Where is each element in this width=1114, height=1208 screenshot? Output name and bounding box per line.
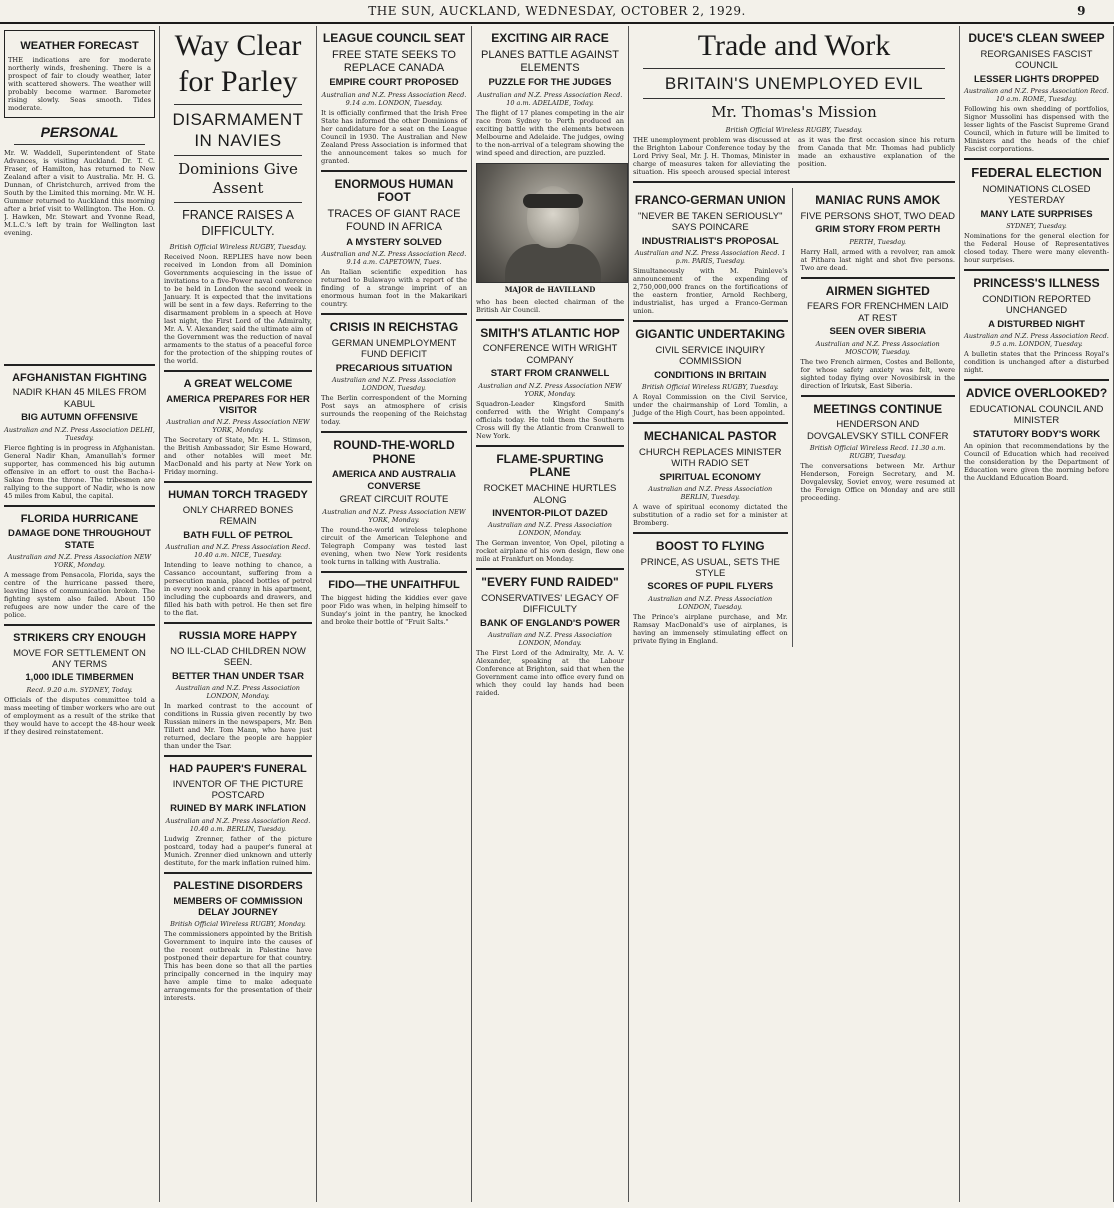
column-3	[317, 26, 472, 1202]
foot-heading: ENORMOUS HUMAN FOOT	[334, 176, 454, 205]
welcome-text: The Secretary of State, Mr. H. L. Stimson, the British Ambassador, Sir Esme Howard, and other notables will meet Mr. MacDonald and his party at New York on Friday morning.	[164, 436, 312, 477]
trade-banner: BRITAIN'S UNEMPLOYED EVIL	[664, 74, 924, 93]
divider	[164, 872, 312, 874]
reichstag-dateline: Australian and N.Z. Press Association LONDON, Tuesday.	[332, 375, 456, 392]
race-dateline: Australian and N.Z. Press Association Recd. 10 a.m. ADELAIDE, Today.	[477, 90, 623, 107]
duce-heading: DUCE'S CLEAN SWEEP	[968, 31, 1105, 45]
strikers-heading: STRIKERS CRY ENOUGH	[13, 631, 146, 644]
fund-heading: "EVERY FUND RAIDED"	[481, 575, 619, 590]
inquiry-heading: GIGANTIC UNDERTAKING	[635, 326, 786, 341]
column-5-6	[629, 26, 959, 1202]
rocket-subheading-2: INVENTOR-PILOT DAZED	[492, 507, 608, 519]
russia-subheading: NO ILL-CLAD CHILDREN NOW SEEN.	[170, 645, 306, 669]
princess-heading: PRINCESS'S ILLNESS	[973, 276, 1100, 291]
rocket-dateline: Australian and N.Z. Press Association LONDON, Monday.	[488, 521, 612, 538]
advice-text: An opinion that recommendations by the Council of Education which had received the consideration by the Department of Education were given the morning before the Auckland Education Board.	[964, 442, 1109, 483]
trade-text: THE unemployment problem was discussed at the Brighton Labour Conference today by the Lord Privy Seal, Mr. J. H. Thomas, Minister in charge of measures taken for alleviating the situation. His speech aroused special interest as it was the first occasion since his return from Canada that Mr. Thomas had publicly made an exhaustive explanation of the position.	[633, 136, 955, 176]
league-dateline: Australian and N.Z. Press Association Recd. 9.14 a.m. LONDON, Tuesday.	[321, 90, 467, 107]
fund-subheading: CONSERVATIVES' LEGACY OF DIFFICULTY	[481, 593, 619, 616]
strikers-text: Officials of the disputes committee told a mass meeting of timber workers who are out of employment as a result of the strike that they would have to accept the 48-hour week if they desired reinstatement.	[4, 695, 155, 736]
atlantic-subheading: CONFERENCE WITH WRIGHT COMPANY	[482, 343, 618, 366]
personal-heading: PERSONAL	[40, 123, 119, 140]
divider	[4, 505, 155, 507]
afghan-subheading: NADIR KHAN 45 MILES FROM KABUL	[12, 387, 147, 410]
column-7	[959, 26, 1114, 1202]
welcome-dateline: Australian and N.Z. Press Association NEW YORK, Monday.	[166, 418, 310, 435]
divider	[174, 202, 302, 203]
de-havilland-photo	[476, 163, 628, 283]
race-subheading: PLANES BATTLE AGAINST ELEMENTS	[481, 48, 619, 74]
foot-text: An Italian scientific expedition has returned to Bulawayo with a report of the finding of a strange imprint of an enormous human foot in the Makarikari country.	[321, 267, 467, 308]
reichstag-subheading-2: PRECARIOUS SITUATION	[335, 362, 453, 374]
disarmament-dateline: British Official Wireless RUGBY, Tuesday.	[169, 243, 307, 251]
maniac-subheading-2: GRIM STORY FROM PERTH	[815, 224, 941, 236]
divider	[174, 155, 302, 156]
afghan-text: Fierce fighting is in progress in Afghanistan. General Nadir Khan, Amanullah's former supporter, has commenced his big autumn offensive in an effort to oust the Bacha-i-Sakao from the throne. The tribesmen are rallying to the support of Nadir, who is now 45 miles from Kabul, the capital.	[4, 443, 155, 500]
column-6-lower	[801, 188, 956, 647]
maniac-heading: MANIAC RUNS AMOK	[815, 193, 941, 207]
meetings-dateline: British Official Wireless Recd. 11.30 a.m. RUGBY, Tuesday.	[809, 444, 946, 461]
divider	[964, 158, 1109, 160]
pauper-subheading: INVENTOR OF THE PICTURE POSTCARD	[172, 778, 304, 802]
divider	[643, 68, 945, 69]
pastor-subheading: CHURCH REPLACES MINISTER WITH RADIO SET	[638, 446, 782, 470]
divider	[4, 364, 155, 366]
torch-subheading-2: BATH FULL OF PETROL	[183, 529, 293, 541]
phone-heading: ROUND-THE-WORLD PHONE	[333, 437, 455, 466]
franco-heading: FRANCO-GERMAN UNION	[634, 193, 786, 207]
duce-text: Following his own shedding of portfolios, Signor Mussolini has dispensed with the lesser lights of the Fascist Supreme Grand Council, which in future will be limited to Ministers and the heads of the chief Fascist corporations.	[964, 104, 1109, 153]
meetings-subheading: HENDERSON AND DOVGALEVSKY STILL CONFER	[807, 419, 949, 442]
maniac-subheading: FIVE PERSONS SHOT, TWO DEAD	[800, 210, 955, 222]
election-dateline: SYDNEY, Tuesday.	[1006, 222, 1067, 231]
trade-subheading: Mr. Thomas's Mission	[711, 103, 877, 121]
divider	[964, 379, 1109, 381]
pauper-subheading-2: RUINED BY MARK INFLATION	[170, 803, 306, 815]
airmen-dateline: Australian and N.Z. Press Association MOSCOW, Tuesday.	[815, 339, 940, 356]
trade-headline: Trade and Work	[697, 29, 891, 62]
race-text: The flight of 17 planes competing in the air race from Sydney to Perth produced an exciting battle with the elements between Melbourne and Adelaide. The judges, owing to the non-arrival of a telegram showing the wind speed and direction, are puzzled.	[476, 108, 624, 157]
photo-goggles	[523, 194, 583, 208]
advice-subheading-2: STATUTORY BODY'S WORK	[972, 428, 1101, 440]
phone-text: The round-the-world wireless telephone circuit of the American Telephone and Telegraph Company was tested last evening, when two New York residents took turns in talking with Australia.	[321, 525, 467, 566]
fund-dateline: Australian and N.Z. Press Association LONDON, Monday.	[488, 631, 612, 648]
column-5-lower	[633, 188, 793, 647]
phone-subheading-2: GREAT CIRCUIT ROUTE	[339, 494, 449, 506]
reichstag-text: The Berlin correspondent of the Morning Post says an atmosphere of crisis surrounds the reopening of the Reichstag today.	[321, 393, 467, 426]
florida-subheading: DAMAGE DONE THROUGHOUT STATE	[7, 528, 152, 551]
divider	[321, 571, 467, 573]
inquiry-subheading-2: CONDITIONS IN BRITAIN	[654, 369, 767, 381]
torch-text: Intending to leave nothing to chance, a Cassanco accountant, suffering from a persecution mania, placed bottles of petrol in every nook and cranny in his apartment, including the cupboards and drawers, and filled his bath with petrol. He then set fire to the flat.	[164, 561, 312, 618]
advice-subheading: EDUCATIONAL COUNCIL AND MINISTER	[969, 403, 1104, 427]
page-number: 9	[1077, 4, 1086, 18]
advice-heading: ADVICE OVERLOOKED?	[965, 386, 1108, 401]
lower-columns	[633, 188, 955, 647]
column-4	[472, 26, 629, 1202]
flying-dateline: Australian and N.Z. Press Association LONDON, Tuesday.	[648, 594, 773, 611]
election-text: Nominations for the general election for the Federal House of Representatives closed today. There were many eleventh-hour surprises.	[964, 232, 1109, 265]
column-2	[160, 26, 317, 1202]
divider	[476, 445, 624, 447]
photo-caption: MAJOR de HAVILLAND	[504, 284, 596, 294]
league-subheading-2: EMPIRE COURT PROPOSED	[329, 77, 459, 89]
foot-dateline: Australian and N.Z. Press Association Recd. 9.14 a.m. CAPETOWN, Tues.	[321, 249, 467, 266]
airmen-text: The two French airmen, Costes and Bellonte, for whose safety anxiety was felt, were sighted today flying over Novosibirsk in the direction of Irkutsk, East Siberia.	[800, 357, 955, 390]
divider	[633, 181, 955, 183]
flying-heading: BOOST TO FLYING	[655, 538, 765, 553]
personal-text: Mr. W. Waddell, Superintendent of State Advances, is visiting Auckland. Dr. T. C. Fraser, of Hamilton, has returned to New Zealand after a visit to Australia. Mr. H. G. Dunnan, of Christchurch, arrived from the South by the Limited this morning. Mr. W. H. Gummer returned to Auckland this morning after a brief visit to Wellington. The Hon. O. J. Hawken, Mr. Stewart and Yvonne Read, M.L.C.'s left by train for Wellington last evening.	[4, 148, 155, 237]
franco-subheading: "NEVER BE TAKEN SERIOUSLY" SAYS POINCARE	[637, 210, 783, 234]
league-heading: LEAGUE COUNCIL SEAT	[322, 31, 466, 45]
masthead	[0, 0, 1114, 24]
election-subheading-2: MANY LATE SURPRISES	[980, 208, 1093, 220]
foot-subheading-2: A MYSTERY SOLVED	[346, 236, 442, 248]
franco-text: Simultaneously with M. Painleve's announcement of the expending of 2,750,000,000 francs on the fortifications of the eastern frontier, Arnold Rechberg, industrialist, has urged a Franco-German union.	[633, 266, 788, 315]
phone-dateline: Australian and N.Z. Press Association NEW YORK, Monday.	[322, 507, 466, 524]
race-heading: EXCITING AIR RACE	[491, 31, 609, 45]
divider	[164, 370, 312, 372]
divider	[801, 395, 956, 397]
maniac-dateline: PERTH, Tuesday.	[849, 237, 907, 246]
photo-coat	[505, 244, 601, 282]
inquiry-dateline: British Official Wireless RUGBY, Tuesday.	[641, 382, 779, 391]
divider	[633, 422, 788, 424]
election-heading: FEDERAL ELECTION	[971, 164, 1102, 180]
princess-dateline: Australian and N.Z. Press Association Recd. 9.5 a.m. LONDON, Tuesday.	[964, 332, 1109, 349]
pauper-dateline: Australian and N.Z. Press Association Recd. 10.40 a.m. BERLIN, Tuesday.	[165, 816, 311, 833]
disarmament-banner: DISARMAMENT IN NAVIES	[172, 110, 304, 150]
torch-dateline: Australian and N.Z. Press Association Recd. 10.40 a.m. NICE, Tuesday.	[165, 543, 311, 560]
atlantic-text: Squadron-Leader Kingsford Smith conferred with the Wright Company's officials today. He told them the Southern Cross will fly the Atlantic from Cranwell to New York.	[476, 399, 624, 440]
divider	[801, 277, 956, 279]
flying-text: The Prince's airplane purchase, and Mr. Ramsay MacDonald's use of airplanes, is having an immensely stimulating effect on private flying in England.	[633, 612, 788, 645]
inquiry-subheading: CIVIL SERVICE INQUIRY COMMISSION	[655, 344, 766, 368]
strikers-subheading: MOVE FOR SETTLEMENT ON ANY TERMS	[13, 647, 146, 670]
princess-subheading: CONDITION REPORTED UNCHANGED	[982, 293, 1091, 317]
afghan-heading: AFGHANISTAN FIGHTING	[12, 371, 147, 384]
weather-box	[4, 30, 155, 118]
atlantic-subheading-2: START FROM CRANWELL	[490, 368, 610, 380]
russia-dateline: Australian and N.Z. Press Association LONDON, Monday.	[176, 684, 300, 701]
franco-subheading-2: INDUSTRIALIST'S PROPOSAL	[641, 235, 779, 247]
pastor-dateline: Australian and N.Z. Press Association BERLIN, Tuesday.	[648, 484, 773, 501]
divider	[174, 104, 302, 105]
florida-heading: FLORIDA HURRICANE	[20, 512, 139, 525]
maniac-text: Harry Hall, armed with a revolver, ran amok at Pithara last night and shot five persons. Two are dead.	[800, 247, 955, 272]
franco-dateline: Australian and N.Z. Press Association Recd. 1 p.m. PARIS, Tuesday.	[634, 248, 786, 265]
rocket-heading: FLAME-SPURTING PLANE	[496, 451, 604, 480]
fido-heading: FIDO—THE UNFAITHFUL	[328, 578, 460, 591]
election-subheading: NOMINATIONS CLOSED YESTERDAY	[982, 183, 1091, 207]
rocket-subheading: ROCKET MACHINE HURTLES ALONG	[483, 483, 617, 506]
divider	[164, 755, 312, 757]
strikers-subheading-2: 1,000 IDLE TIMBERMEN	[25, 672, 134, 684]
divider	[164, 622, 312, 624]
airmen-subheading: FEARS FOR FRENCHMEN LAID AT REST	[807, 301, 949, 324]
pastor-subheading-2: SPIRITUAL ECONOMY	[659, 471, 762, 483]
divider	[476, 319, 624, 321]
divider	[14, 144, 145, 145]
disarmament-subheading: Dominions Give Assent	[178, 160, 298, 197]
disarmament-text: Received Noon. REPLIES have now been received in London from all Dominion Governments acquiescing in the issue of invitations to a five-Power naval conference to be held in London the second week in January. It is expected that the invitations will be sent in a few days. Referring to the disarmament problem in a speech at Hove last night, the First Lord of the Admiralty, Mr. A. V. Alexander, said the ultimate aim of the Government was the reduction of naval armaments to the status of a peaceful force for the protection of the shipping routes of the world.	[164, 253, 312, 365]
russia-subheading-2: BETTER THAN UNDER TSAR	[172, 670, 304, 682]
princess-text: A bulletin states that the Princess Royal's condition is unchanged after a disturbed night.	[964, 350, 1109, 375]
russia-text: In marked contrast to the account of conditions in Russia given recently by two Russian miners in the newspapers, Mr. Ben Tillett and Mr. Tom Mann, who have just returned, declare the people are happier than under the Tsar.	[164, 702, 312, 751]
race-subheading-2: PUZZLE FOR THE JUDGES	[488, 77, 612, 89]
palestine-heading: PALESTINE DISORDERS	[173, 879, 303, 892]
torch-subheading: ONLY CHARRED BONES REMAIN	[182, 505, 294, 528]
welcome-heading: A GREAT WELCOME	[183, 378, 293, 390]
divider	[321, 313, 467, 315]
palestine-dateline: British Official Wireless RUGBY, Monday.	[170, 920, 306, 929]
torch-heading: HUMAN TORCH TRAGEDY	[168, 489, 308, 502]
palestine-text: The commissioners appointed by the British Government to inquire into the causes of the recent outbreak in Palestine have postponed their departure for that country. This has been done so that all the parties principally concerned in the inquiry may have ample time to make adequate arrangements for the presentation of their interests.	[164, 930, 312, 1003]
atlantic-dateline: Australian and N.Z. Press Association NEW YORK, Monday.	[478, 381, 622, 398]
strikers-dateline: Recd. 9.20 a.m. SYDNEY, Today.	[26, 685, 133, 694]
rocket-text: The German inventor, Von Opel, piloting a rocket airplane of his own design, flew one mile at Frankfurt on Monday.	[476, 539, 624, 564]
meetings-heading: MEETINGS CONTINUE	[813, 401, 943, 416]
flying-subheading-2: SCORES OF PUPIL FLYERS	[647, 581, 774, 593]
duce-subheading: REORGANISES FASCIST COUNCIL	[980, 48, 1093, 72]
trade-dateline: British Official Wireless RUGBY, Tuesday.	[725, 126, 863, 134]
atlantic-heading: SMITH'S ATLANTIC HOP	[480, 325, 620, 340]
fund-text: The First Lord of the Admiralty, Mr. A. V. Alexander, speaking at the Labour Conference at Brighton, said that when the Government came into office every fund on which they could lay hands had been raided.	[476, 649, 624, 698]
pastor-heading: MECHANICAL PASTOR	[643, 428, 777, 443]
column-1	[0, 26, 160, 1202]
divider	[164, 481, 312, 483]
league-subheading: FREE STATE SEEKS TO REPLACE CANADA	[332, 48, 456, 74]
duce-dateline: Australian and N.Z. Press Association Recd. 10 a.m. ROME, Tuesday.	[964, 86, 1109, 103]
divider	[321, 431, 467, 433]
fund-subheading-2: BANK OF ENGLAND'S POWER	[479, 617, 620, 629]
weather-text: THE indications are for moderate northerly winds, freshening. There is a prospect of fair to cloudy weather, later with scattered showers. The weather will probably become warmer. Barometer rising slowly. Seas smooth. Tides moderate.	[8, 55, 151, 112]
photo-text: who has been elected chairman of the British Air Council.	[476, 297, 624, 314]
fido-text: The biggest hiding the kiddies ever gave poor Fido was when, in helping himself to Sunday's joint in the pantry, he knocked and broke their bottle of "Fruit Salts."	[321, 594, 467, 627]
afghan-dateline: Australian and N.Z. Press Association DELHI, Tuesday.	[4, 425, 155, 442]
florida-dateline: Australian and N.Z. Press Association NEW YORK, Monday.	[7, 552, 152, 569]
airmen-heading: AIRMEN SIGHTED	[825, 283, 930, 298]
palestine-subheading: MEMBERS OF COMMISSION DELAY JOURNEY	[173, 895, 303, 918]
reichstag-heading: CRISIS IN REICHSTAG	[329, 319, 459, 334]
russia-heading: RUSSIA MORE HAPPY	[178, 630, 298, 643]
welcome-subheading: AMERICA PREPARES FOR HER VISITOR	[166, 393, 310, 417]
disarmament-subheading-2: FRANCE RAISES A DIFFICULTY.	[182, 208, 294, 238]
pastor-text: A wave of spiritual economy dictated the substitution of a radio set for a minister at Bromberg.	[633, 502, 788, 527]
foot-subheading: TRACES OF GIANT RACE FOUND IN AFRICA	[327, 208, 461, 234]
pauper-heading: HAD PAUPER'S FUNERAL	[169, 763, 307, 776]
lead-headline: Way Clear for Parley	[174, 29, 302, 98]
divider	[964, 269, 1109, 271]
inquiry-text: A Royal Commission on the Civil Service, under the chairmanship of Lord Tomlin, a Judge of the High Court, has been appointed.	[633, 392, 788, 417]
divider	[321, 170, 467, 172]
divider	[633, 532, 788, 534]
league-text: It is officially confirmed that the Irish Free State has informed the other Dominions of her candidature for a seat on the League Council in 1930. The Australian and New Zealand Press Association is informed that the announcement takes so much for granted.	[321, 108, 467, 165]
masthead-title: THE SUN, AUCKLAND, WEDNESDAY, OCTOBER 2, 1929.	[368, 4, 746, 18]
divider	[4, 624, 155, 626]
flying-subheading: PRINCE, AS USUAL, SETS THE STYLE	[640, 556, 780, 580]
weather-heading: WEATHER FORECAST	[20, 40, 139, 52]
divider	[476, 568, 624, 570]
phone-subheading: AMERICA AND AUSTRALIA CONVERSE	[331, 469, 457, 492]
airmen-subheading-2: SEEN OVER SIBERIA	[829, 326, 927, 338]
duce-subheading-2: LESSER LIGHTS DROPPED	[973, 73, 1100, 85]
florida-text: A message from Pensacola, Florida, says the centre of the hurricane passed there, leaving lines of communication broken. The fighting system also failed. About 150 refugees are now under the care of the police.	[4, 570, 155, 619]
pauper-text: Ludwig Zrenner, father of the picture postcard, today had a pauper's funeral at Munich. Zrenner died unknown and utterly destitute, for the mark inflation ruined him.	[164, 834, 312, 867]
princess-subheading-2: A DISTURBED NIGHT	[988, 318, 1085, 330]
divider	[643, 98, 945, 99]
afghan-subheading-2: BIG AUTUMN OFFENSIVE	[21, 412, 138, 424]
meetings-text: The conversations between Mr. Arthur Henderson, Foreign Secretary, and M. Dovgalevsky, Soviet envoy, were resumed at the Foreign Office on Monday and are still proceeding.	[800, 462, 955, 503]
reichstag-subheading: GERMAN UNEMPLOYMENT FUND DEFICIT	[331, 337, 457, 361]
divider	[633, 320, 788, 322]
